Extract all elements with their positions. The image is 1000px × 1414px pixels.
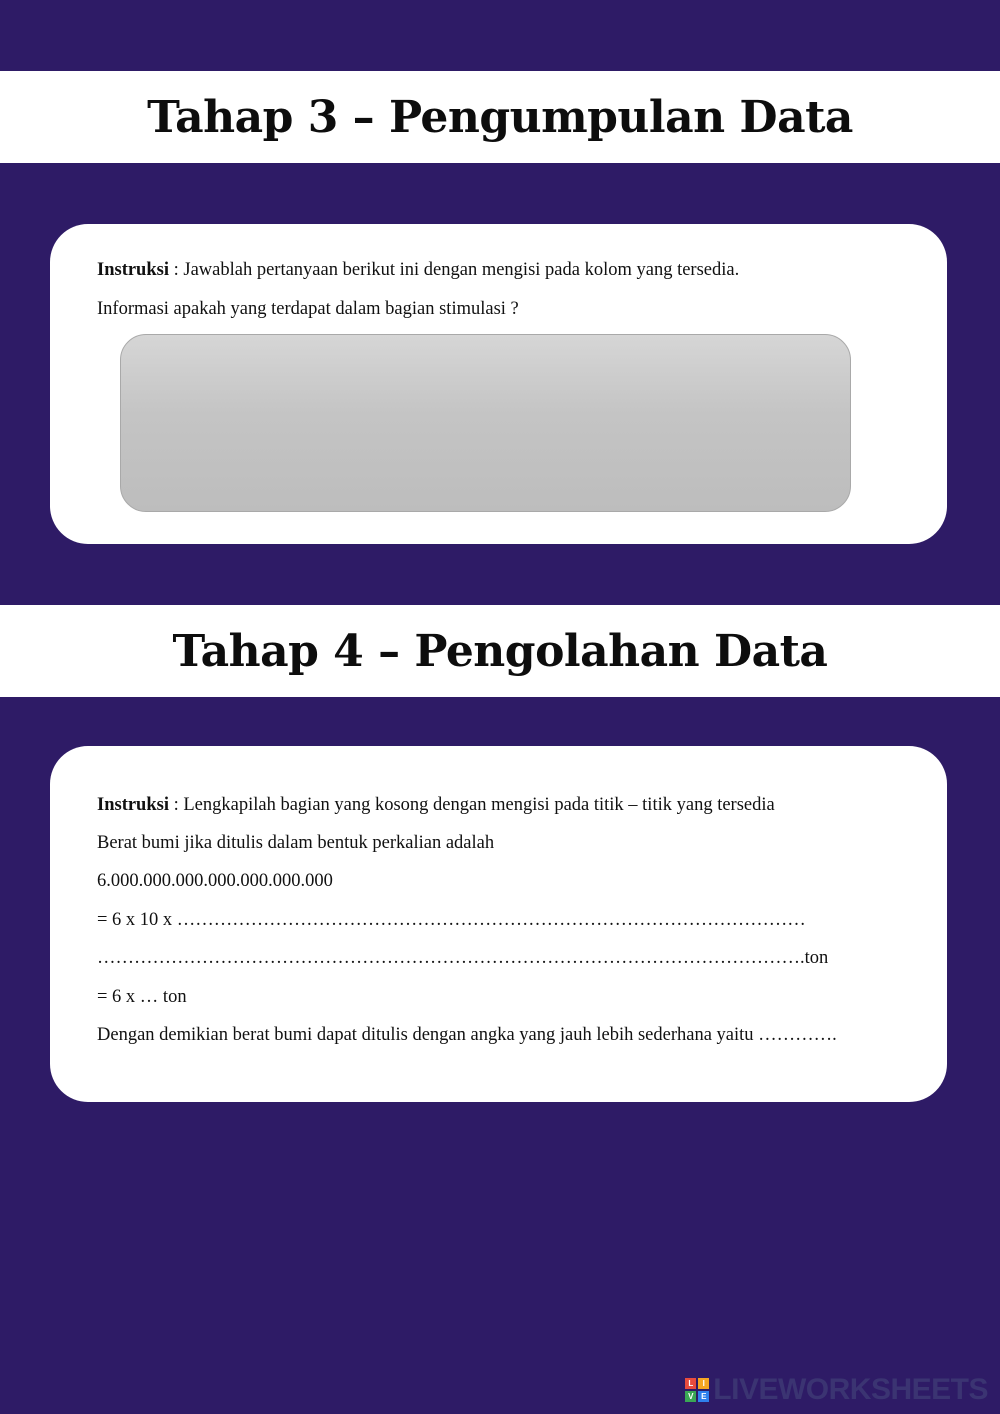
logo-letter: I xyxy=(698,1378,709,1389)
fill-blank-ton[interactable]: …………………………………………………………………………………………………….ton xyxy=(97,948,829,968)
logo-letter: E xyxy=(698,1391,709,1402)
logo-letter: V xyxy=(685,1391,696,1402)
instruction-text: : Jawablah pertanyaan berikut ini dengan mengisi pada kolom yang tersedia. xyxy=(168,260,740,280)
instruction-label: Instruksi xyxy=(97,795,169,815)
section-4-instruction xyxy=(97,795,775,816)
logo-text: LIVEWORKSHEETS xyxy=(713,1373,988,1406)
fill-blank-conclusion[interactable]: Dengan demikian berat bumi dapat ditulis dengan angka yang jauh lebih sederhana yaitu …………. xyxy=(97,1025,837,1045)
logo-letter: L xyxy=(685,1378,696,1389)
section-4-title: Tahap 4 – Pengolahan Data xyxy=(172,625,828,677)
section-3-question: Informasi apakah yang terdapat dalam bagian stimulasi ? xyxy=(97,299,519,319)
instruction-label: Instruksi xyxy=(97,260,169,280)
section-4-card xyxy=(50,746,947,1102)
number-line: 6.000.000.000.000.000.000.000 xyxy=(97,871,333,891)
section-3-card xyxy=(50,224,947,544)
answer-textbox[interactable] xyxy=(120,334,851,512)
fill-blank-exponent[interactable]: = 6 x 10 x ………………………………………………………………………………………… xyxy=(97,910,806,930)
statement-line: Berat bumi jika ditulis dalam bentuk perkalian adalah xyxy=(97,833,495,853)
fill-blank-power[interactable]: = 6 x … ton xyxy=(97,987,187,1007)
section-3-instruction xyxy=(97,260,739,281)
section-3-banner xyxy=(0,71,1000,163)
instruction-text: : Lengkapilah bagian yang kosong dengan mengisi pada titik – titik yang tersedia xyxy=(168,795,775,815)
logo-grid-icon xyxy=(685,1378,709,1402)
section-4-banner xyxy=(0,605,1000,697)
section-3-title: Tahap 3 – Pengumpulan Data xyxy=(147,91,853,143)
liveworksheets-logo xyxy=(685,1372,988,1408)
